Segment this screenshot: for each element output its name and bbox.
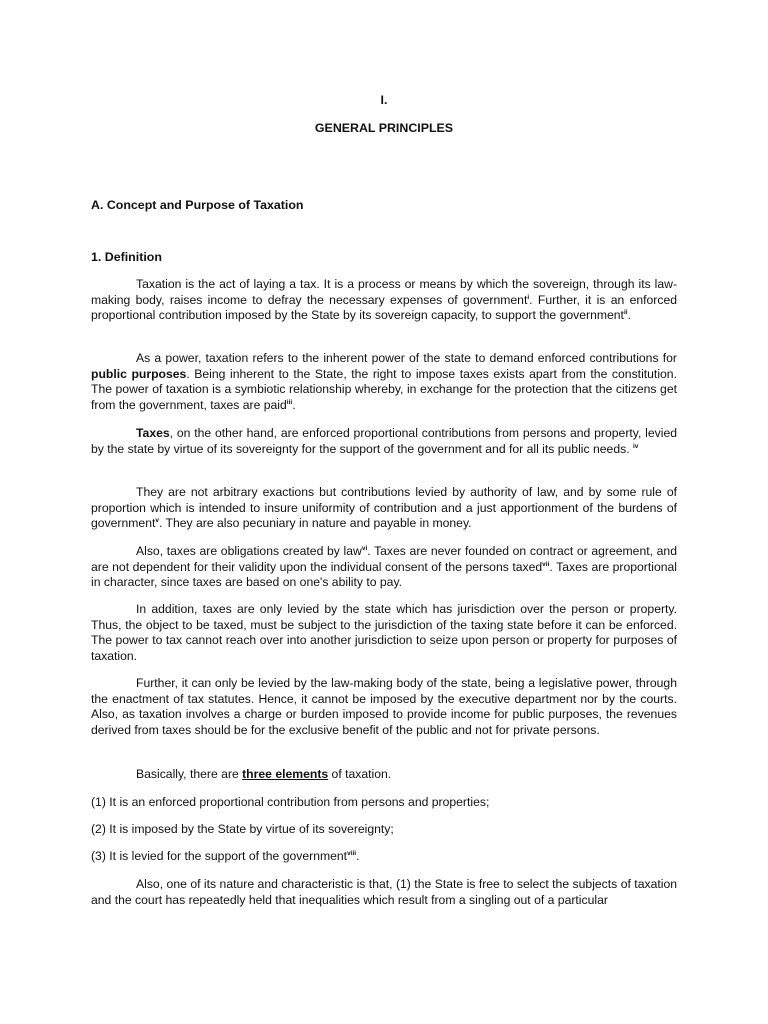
element-item-3	[91, 849, 677, 865]
text-run: . They are also pecuniary in nature and payable in money.	[158, 516, 472, 531]
paragraph-power	[91, 351, 677, 413]
text-run: , on the other hand, are enforced proportional contributions from persons and property, levied by the state by virtue of its sovereignty for the support of the government and for all its public needs.	[91, 426, 677, 456]
footnote-ref: iv	[632, 442, 639, 450]
paragraph-elements-intro	[91, 767, 677, 783]
emphasis-taxes: Taxes	[136, 426, 170, 440]
text-run: .	[627, 308, 631, 323]
footnote-ref: v	[155, 517, 159, 525]
paragraph-legislative: Further, it can only be levied by the law-making body of the state, being a legislative power, through the enactment of tax statutes. Hence, it cannot be imposed by the executive department nor by the courts. Also, as taxation involves a charge or burden imposed to provide income for public purposes, the revenues derived from taxes should be for the exclusive benefit of the public and not for private persons.	[91, 676, 677, 737]
text-run: . Being inherent to the State, the right to impose taxes exists apart from the constitution. The power of taxation is a symbiotic relationship whereby, in exchange for the protection that the citizens get from the government, taxes are paid	[91, 366, 677, 412]
text-run: .	[292, 397, 296, 412]
paragraph-jurisdiction: In addition, taxes are only levied by the state which has jurisdiction over the person or property. Thus, the object to be taxed, must be subject to the jurisdiction of the taxing state before it can be enforced. The power to tax cannot reach over into another jurisdiction to seize upon person or property for purposes of taxation.	[91, 602, 677, 663]
footnote-ref: vi	[361, 544, 368, 552]
text-run: Taxation is the act of laying a tax. It is a process or means by which the sovereign, through its law-making body, raises income to defray the necessary expenses of government	[91, 277, 677, 307]
text-run: As a power, taxation refers to the inherent power of the state to demand enforced contributions for	[136, 351, 677, 365]
text-run: . Taxes are never founded on contract or agreement, and are not dependent for their validity upon the individual consent of the persons taxed	[91, 544, 677, 574]
section-title: A. Concept and Purpose of Taxation	[91, 198, 304, 212]
text-run: (3) It is levied for the support of the government	[91, 849, 348, 863]
text-run: Also, taxes are obligations created by law	[136, 544, 362, 558]
paragraph-arbitrary	[91, 485, 677, 532]
chapter-title: GENERAL PRINCIPLES	[314, 121, 454, 135]
text-run: They are not arbitrary exactions but contributions levied by authority of law, and by some rule of proportion which is intended to insure uniformity of contribution and a just apportionment of the burdens of government	[91, 485, 677, 531]
footnote-ref: vii	[542, 560, 550, 568]
paragraph-taxes	[91, 426, 677, 457]
subsection-title: 1. Definition	[91, 250, 162, 264]
paragraph-definition	[91, 277, 677, 324]
emphasis-three-elements: three elements	[242, 767, 329, 781]
paragraph-obligations	[91, 544, 677, 591]
footnote-ref: viii	[347, 849, 357, 857]
text-run: .	[356, 849, 360, 863]
chapter-number: I.	[380, 93, 388, 107]
footnote-ref: ii	[623, 309, 628, 317]
footnote-ref: iii	[286, 398, 293, 406]
paragraph-nature: Also, one of its nature and characteristic is that, (1) the State is free to select the subjects of taxation and the court has repeatedly held that inequalities which result from a singling out of a particular	[91, 877, 677, 907]
element-item-1: (1) It is an enforced proportional contribution from persons and properties;	[91, 795, 490, 809]
element-item-2: (2) It is imposed by the State by virtue of its sovereignty;	[91, 822, 394, 836]
emphasis-public-purposes: public purposes	[91, 366, 187, 381]
text-run: Basically, there are	[136, 767, 243, 781]
text-run: . Taxes are proportional in character, since taxes are based on one's ability to pay.	[91, 559, 677, 590]
text-run: . Further, it is an enforced proportional contribution imposed by the State by its sovereign capacity, to support the government	[91, 292, 677, 323]
text-run: of taxation.	[328, 767, 392, 781]
footnote-ref: i	[527, 293, 530, 301]
